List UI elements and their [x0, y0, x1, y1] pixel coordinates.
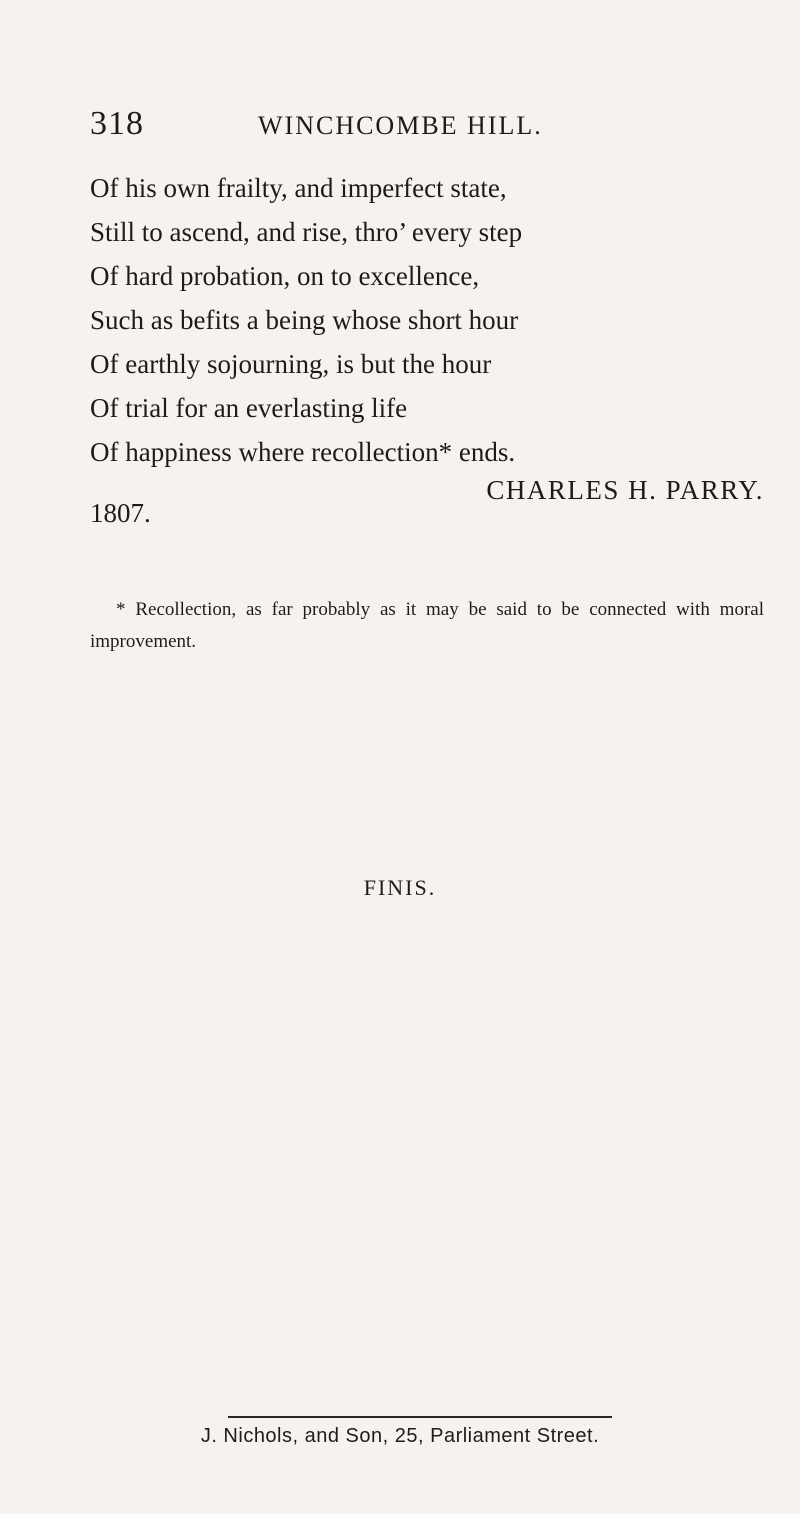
verse-line: Of earthly sojourning, is but the hour [90, 349, 492, 379]
verse-line: Still to ascend, and rise, thro’ every step [90, 217, 523, 247]
verse-line: Of happiness where recollection* ends. [90, 437, 516, 467]
verse-line: Such as befits a being whose short hour [90, 305, 519, 335]
verse-line: Of hard probation, on to excellence, [90, 261, 480, 291]
author-signature: CHARLES H. PARRY. [486, 475, 764, 505]
finis-label: FINIS. [363, 875, 437, 900]
printer-imprint: J. Nichols, and Son, 25, Parliament Street. [200, 1425, 600, 1447]
poem-verse [90, 166, 730, 474]
footnote: * Recollection, as far probably as it may be said to be connected with moral improvement. [90, 599, 764, 652]
page-number: 318 [90, 105, 144, 142]
running-title: WINCHCOMBE HILL. [258, 111, 543, 140]
date-year: 1807. [90, 498, 151, 528]
imprint-rule [228, 1416, 612, 1418]
running-head [90, 104, 730, 150]
verse-line: Of his own frailty, and imperfect state, [90, 173, 507, 203]
verse-line: Of trial for an everlasting life [90, 393, 408, 423]
